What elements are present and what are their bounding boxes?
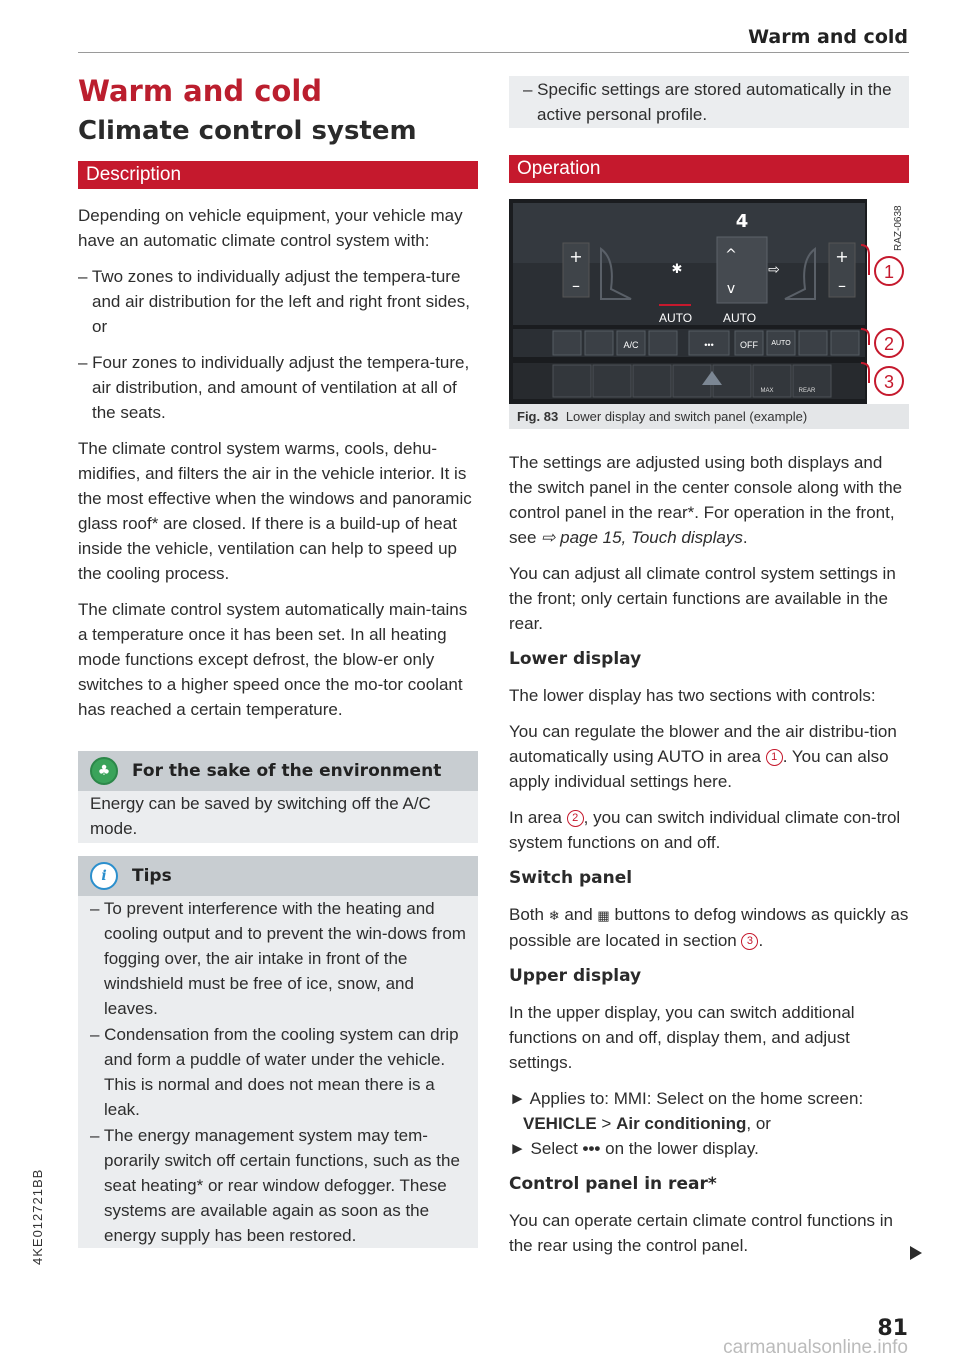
fan-level-text: 4 xyxy=(735,211,749,232)
figure-caption xyxy=(509,404,909,429)
max-label: MAX xyxy=(760,388,774,394)
ac-label: A/C xyxy=(623,340,639,350)
info-icon: i xyxy=(90,862,118,890)
list-item: – Two zones to individually adjust the tempera-ture and air distribution for the left and right front sides, or xyxy=(78,267,470,336)
continue-arrow-icon xyxy=(910,1246,922,1260)
watermark: carmanualsonline.info xyxy=(723,1337,908,1358)
heading-rear-panel: Control panel in rear* xyxy=(509,1174,717,1194)
environment-note-header xyxy=(78,751,478,791)
svg-text:✱: ✱ xyxy=(671,262,683,277)
paragraph: You can operate certain climate control functions in the rear using the control panel. xyxy=(509,1211,893,1255)
callout-3: 3 xyxy=(883,372,895,392)
description-bar: Description xyxy=(78,161,478,189)
page-reference-link[interactable]: ⇨ page 15, Touch displays xyxy=(541,528,743,547)
auto-small-label: AUTO xyxy=(771,340,791,347)
figure-number: Fig. 83 xyxy=(517,409,559,424)
list-item: – Four zones to individually adjust the tempera-ture, air distribution, and amount of ventilation at all of the seats. xyxy=(78,353,470,422)
operation-text xyxy=(509,450,909,1269)
callout-1: 1 xyxy=(883,262,895,282)
running-header: Warm and cold xyxy=(748,26,908,48)
tip-item: – Condensation from the cooling system can drip and form a puddle of water under the vehicle. This is normal and does not mean there is a leak. xyxy=(90,1025,459,1119)
tip-item: – The energy management system may tem-porarily switch off certain functions, such as the seat heating* or rear window defogger. These systems are available again as soon as the energy supply has been restored. xyxy=(90,1126,460,1245)
area-2-marker: 2 xyxy=(567,810,584,827)
chapter-title: Warm and cold xyxy=(78,74,323,108)
operation-bar: Operation xyxy=(509,155,909,183)
bullet-step: ► Applies to: MMI: Select on the home screen: VEHICLE > Air conditioning, or xyxy=(509,1089,864,1133)
paragraph: Both ❄ and ▦ buttons to defog windows as quickly as possible are located in section 3 . xyxy=(509,905,909,950)
svg-text:v: v xyxy=(726,281,736,297)
heading-lower-display: Lower display xyxy=(509,649,642,669)
bullet-step: ► Select ••• on the lower display. xyxy=(509,1139,759,1158)
tips-title: Tips xyxy=(132,866,172,886)
paragraph: In the upper display, you can switch additional functions on and off, display them, and adjust settings. xyxy=(509,1003,855,1072)
side-code: 4KE012721BB xyxy=(30,1168,45,1265)
leaf-icon: ♣ xyxy=(90,757,118,785)
off-label: OFF xyxy=(740,340,758,350)
figure-caption-text: Lower display and switch panel (example) xyxy=(565,409,808,424)
list-item: – Specific settings are stored automatically in the active personal profile. xyxy=(523,80,892,124)
environment-note-body: Energy can be saved by switching off the A/C mode. xyxy=(78,791,478,843)
area-1-marker: 1 xyxy=(766,749,783,766)
environment-note-title: For the sake of the environment xyxy=(132,761,442,781)
paragraph: The climate control system automatically main-tains a temperature once it has been set. In all heating mode functions except defrost, the blow-er only switches to a higher speed once the mo-tor coolant has reached a certain temperature. xyxy=(78,600,468,719)
figure-83-climate-panel xyxy=(509,199,909,404)
auto-right-label: AUTO xyxy=(723,311,757,325)
paragraph: Depending on vehicle equipment, your vehicle may have an automatic climate control system with: xyxy=(78,206,463,250)
figure-code: RAZ-0638 xyxy=(893,205,904,251)
tip-item: – To prevent interference with the heating and cooling output and to prevent the win-dows from fogging over, the air intake in front of the windshield must be free of ice, snow, and leaves. xyxy=(90,899,466,1018)
page-number: 81 xyxy=(877,1316,908,1341)
paragraph: The climate control system warms, cools, dehu-midifies, and filters the air in the vehicle interior. It is the most effective when the windows and panoramic glass roof* are closed. If there is a build-up of heat inside the vehicle, ventilation can help to speed up the cooling process. xyxy=(78,439,472,583)
profile-note xyxy=(509,76,909,128)
svg-text:⇨: ⇨ xyxy=(768,262,780,278)
climate-panel-illustration xyxy=(509,199,909,404)
svg-text:+: + xyxy=(569,247,583,266)
section-title: Climate control system xyxy=(78,116,417,146)
rear-defrost-icon: ▦ xyxy=(597,908,610,923)
svg-text:^: ^ xyxy=(725,247,737,263)
description-text xyxy=(78,203,478,733)
tips-header xyxy=(78,856,478,896)
heading-upper-display: Upper display xyxy=(509,966,642,986)
auto-left-label: AUTO xyxy=(659,311,693,325)
area-3-marker: 3 xyxy=(741,933,758,950)
svg-text:–: – xyxy=(838,276,846,295)
rear-label: REAR xyxy=(798,388,816,394)
header-rule xyxy=(78,52,909,53)
heading-switch-panel: Switch panel xyxy=(509,868,633,888)
paragraph: In area 2 , you can switch individual climate con-trol system functions on and off. xyxy=(509,808,901,852)
paragraph: You can adjust all climate control system settings in the front; only certain functions are available in the rear. xyxy=(509,564,896,633)
callout-2: 2 xyxy=(883,334,895,354)
svg-text:–: – xyxy=(572,276,580,295)
defrost-max-icon: ❄ xyxy=(548,908,560,923)
paragraph: The settings are adjusted using both displays and the switch panel in the center console along with the control panel in the rear*. For operation in the front, see ⇨ page 15, Touch displays. xyxy=(509,453,903,547)
more-label: ••• xyxy=(704,340,714,350)
svg-text:+: + xyxy=(835,247,849,266)
tips-body xyxy=(78,896,478,1248)
paragraph: The lower display has two sections with controls: xyxy=(509,686,876,705)
paragraph: You can regulate the blower and the air distribu-tion automatically using AUTO in area 1 . You can also apply individual settings here. xyxy=(509,722,897,791)
